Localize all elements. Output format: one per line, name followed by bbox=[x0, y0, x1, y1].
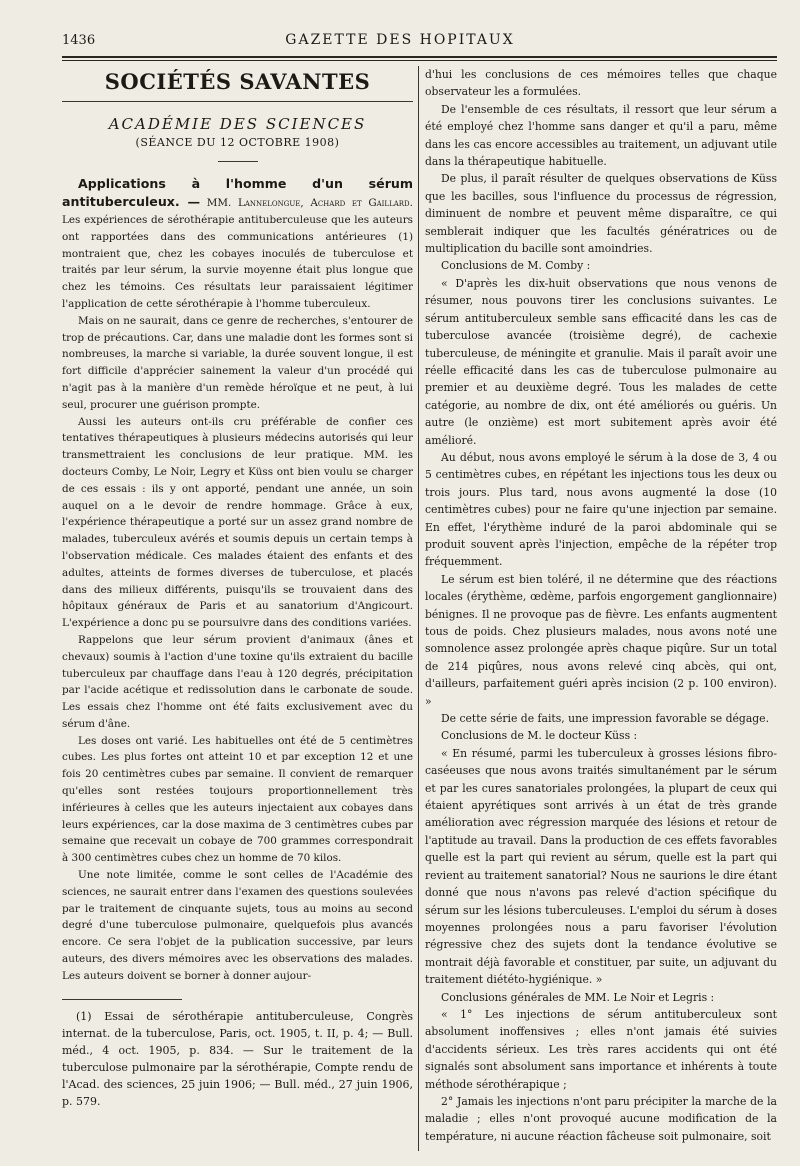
page-number: 1436 bbox=[62, 33, 96, 48]
footnote: (1) Essai de sérothérapie antituberculeuse, Congrès internat. de la tuberculose, Paris, oct. 1905, t. II, p. 4; — Bull. méd., 4 oct. 1905, p. 834. — Sur le traitement de la tuberculose pulmonaire par la sérothérapie, Compte rendu de l'Acad. des sciences, 25 juin 1906; — Bull. méd., 27 juin 1906, p. 579. bbox=[62, 1009, 413, 1108]
academy-heading: ACADÉMIE DES SCIENCES bbox=[108, 114, 367, 133]
subheading: Conclusions générales de MM. Le Noir et Legris : bbox=[441, 990, 715, 1004]
paragraph: De plus, il paraît résulter de quelques observations de Küss que les bacilles, sous l'influence du processus de régression, diminuent de nombre et peuvent même disparaître, ce qui semblerait indiquer que les facultés génératrices ou de multiplication du bacille sont amoindries. bbox=[425, 172, 777, 256]
journal-title: GAZETTE DES HOPITAUX bbox=[285, 32, 515, 48]
header-rule-thick bbox=[62, 56, 777, 58]
paragraph: Mais on ne saurait, dans ce genre de recherches, s'entourer de trop de précautions. Car, dans une maladie dont les formes sont si nombreuses, la marche si variable, la durée souvent longue, il est fort difficile d'apprécier sainement la valeur d'un procédé qui n'agit pas à la manière d'un remède héroïque et ne peut, à lui seul, procurer une guérison prompte. bbox=[62, 314, 413, 411]
section-title-rule bbox=[62, 101, 413, 102]
paragraph: 2° Jamais les injections n'ont paru précipiter la marche de la maladie ; elles n'ont provoqué aucune modification de la température, ni aucune réaction fâcheuse soit pulmonaire, soit bbox=[425, 1094, 777, 1143]
paragraph: « 1° Les injections de sérum antituberculeux sont absolument inoffensives ; elles n'ont jamais été suivies d'accidents sérieux. Les très rares accidents qui ont été signalés sont absolument sans importance et inhérents à toute méthode sérothérapique ; bbox=[425, 1007, 777, 1091]
article-headline: Applications à l'homme d'un sérum antituberculeux. — bbox=[62, 176, 413, 210]
paragraph: Les doses ont varié. Les habituelles ont été de 5 centimètres cubes. Les plus fortes ont atteint 10 et par exception 12 et une fois 20 centimètres cubes par semaine. Il convient de remarquer qu'elles sont restées toujours proportionnellement très inférieures à celles que les auteurs injectaient aux cobayes dans leurs expériences, car la dose maxima de 3 centimètres cubes par semaine que recevait un cobaye de 700 grammes correspondrait à 300 centimètres cubes chez un homme de 70 kilos. bbox=[62, 734, 413, 865]
paragraph: Le sérum est bien toléré, il ne détermine que des réactions locales (érythème, œdème, parfois engorgement ganglionnaire) bénignes. Il ne provoque pas de fièvre. Les enfants augmentent tous de poids. Chez plusieurs malades, nous avons noté une somnolence assez prolongée après chaque piqûre. Sur un total de 214 piqûres, nous avons relevé cinq abcès, qui ont, d'ailleurs, parfaitement guéri après incision (2 p. 100 environ). » bbox=[425, 572, 777, 708]
left-column bbox=[62, 66, 413, 1110]
paragraph: Une note limitée, comme le sont celles de l'Académie des sciences, ne saurait entrer dans l'examen des questions soulevées par le traitement de cinquante sujets, tous au moins au second degré d'une tuberculose pulmonaire, quelquefois plus avancés encore. Ce sera l'objet de la publication successive, par leurs auteurs, des divers mémoires avec les observations des malades. Les auteurs doivent se borner à donner aujour- bbox=[62, 869, 413, 982]
footnote-rule bbox=[62, 999, 182, 1000]
article-authors: MM. Lannelongue, Achard et Gaillard. bbox=[206, 197, 413, 210]
paragraph: De l'ensemble de ces résultats, il ressort que leur sérum a été employé chez l'homme sans danger et qu'il a paru, même dans les cas encore accessibles au traitement, un adjuvant utile dans la thérapeutique habituelle. bbox=[425, 102, 777, 169]
running-head bbox=[0, 30, 800, 52]
paragraph: Rappelons que leur sérum provient d'animaux (ânes et chevaux) soumis à l'action d'une toxine qu'ils extraient du bacille tuberculeux par chauffage dans l'eau à 120 degrés, précipitation par l'acide acétique et redissolution dans le carbonate de soude. Les essais chez l'homme ont été faits exclusivement avec du sérum d'âne. bbox=[62, 633, 413, 730]
paragraph: De cette série de faits, une impression favorable se dégage. bbox=[441, 712, 770, 726]
paragraph-text: Les expériences de sérothérapie antituberculeuse que les auteurs ont rapportées dans des communications antérieures (1) montraient que, chez les cobayes inoculés de tuberculose et traités par leur sérum, la survie moyenne était plus longue que chez les témoins. Ces résultats leur paraissaient légitimer l'application de cette sérothérapie à l'homme tuberculeux. bbox=[62, 213, 413, 310]
paragraph: « En résumé, parmi les tuberculeux à grosses lésions fibro-caséeuses que nous avons traités simultanément par le sérum et par les cures sanatoriales prolongées, la plupart de ceux qui étaient apyrétiques sont arrivés à un état de très grande amélioration avec régression marquée des lésions et retour de l'aptitude au travail. Dans la production de ces effets favorables quelle est la part qui revient au sérum, quelle est la part qui revient au traitement sanatorial? Nous ne saurions le dire étant donné que nous n'avons pas relevé d'action spécifique du sérum sur les lésions tuberculeuses. L'emploi du sérum à doses moyennes prolongées nous a paru favoriser l'évolution régressive chez des sujets dont la tendance évolutive se montrait déjà favorable et constituer, par suite, un adjuvant du traitement diététo-hygiénique. » bbox=[425, 746, 777, 987]
header-rule-thin bbox=[62, 60, 777, 61]
paragraph: Aussi les auteurs ont-ils cru préférable de confier ces tentatives thérapeutiques à plusieurs médecins autorisés qui leur transmettraient les conclusions de leur pratique. MM. les docteurs Comby, Le Noir, Legry et Küss ont bien voulu se charger de ces essais : ils y ont apporté, pendant une année, un soin auquel on a le devoir de rendre hommage. Grâce à eux, l'expérience thérapeutique a porté sur un assez grand nombre de malades, tuberculeux avérés et soumis depuis un certain temps à l'observation médicale. Ces malades étaient des enfants et des adultes, atteints de formes diverses de tuberculose, et placés dans des milieux différents, puisqu'ils se trouvaient dans des hôpitaux généraux de Paris et au sanatorium d'Angicourt. L'expérience a donc pu se poursuivre dans des conditions variées. bbox=[62, 415, 413, 630]
right-column bbox=[425, 66, 777, 1145]
subheading: Conclusions de M. Comby : bbox=[441, 259, 591, 273]
session-date: (SÉANCE DU 12 OCTOBRE 1908) bbox=[135, 135, 340, 149]
paragraph: d'hui les conclusions de ces mémoires telles que chaque observateur les a formulées. bbox=[425, 68, 777, 99]
paragraph: Au début, nous avons employé le sérum à la dose de 3, 4 ou 5 centimètres cubes, en répétant les injections tous les deux ou trois jours. Plus tard, nous avons augmenté la dose (10 centimètres cubes) pour ne faire qu'une injection par semaine. En effet, l'érythème induré de la paroi abdominale qui se produit souvent après l'injection, empêche de la répéter trop fréquemment. bbox=[425, 450, 777, 569]
heading-separator bbox=[218, 161, 258, 162]
subheading: Conclusions de M. le docteur Küss : bbox=[441, 729, 638, 743]
column-divider bbox=[418, 66, 419, 1151]
section-title: SOCIÉTÉS SAVANTES bbox=[104, 69, 371, 94]
paragraph: « D'après les dix-huit observations que nous venons de résumer, nous pouvons tirer les conclusions suivantes. Le sérum antituberculeux semble sans efficacité dans les cas de tuberculose avancée (troisième degré), de cachexie tuberculeuse, de méningite et granulie. Mais il paraît avoir une réelle efficacité dans les cas de tuberculose pulmonaire au premier et au deuxième degré. Tous les malades de cette catégorie, au nombre de dix, ont été améliorés ou guéris. Un autre (le onzième) est mort subitement après avoir été amélioré. bbox=[425, 276, 777, 447]
paragraph bbox=[62, 176, 413, 312]
